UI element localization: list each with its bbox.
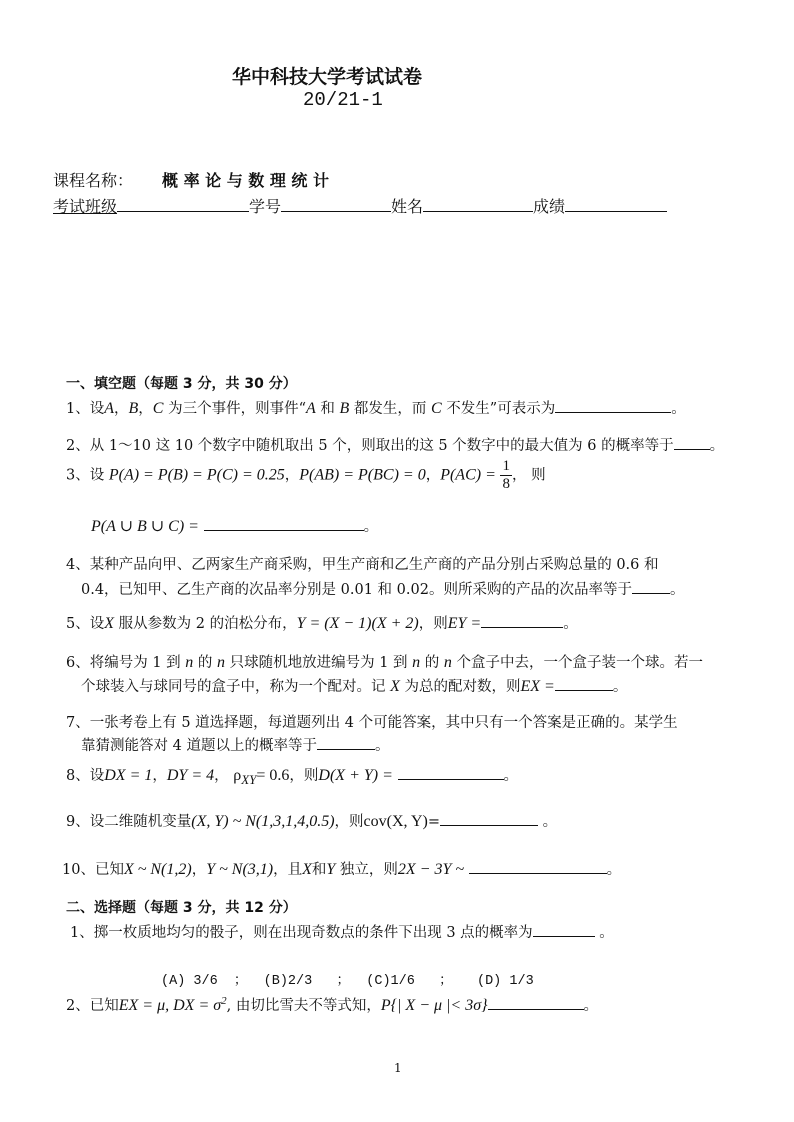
question-2: 2、从 1～10 这 10 个数字中随机取出 5 个，则取出的这 5 个数字中的最大值为 6 的概率等于 。 (66, 434, 724, 455)
question-6-line2: 个球装入与球同号的盒子中，称为一个配对。记 X 为总的配对数，则EX = 。 (81, 675, 627, 696)
section2-heading: 二、选择题（每题 3 分，共 12 分） (66, 900, 297, 916)
question-5: 5、设X 服从参数为 2 的泊松分布，Y = (X − 1)(X + 2)，则EY = 。 (66, 612, 578, 633)
option-a[interactable]: (A) 3/6 (161, 974, 218, 989)
id-label: 学号 (249, 197, 282, 216)
question-1: 1、设A，B，C 为三个事件，则事件“A 和 B 都发生，而 C 不发生”可表示为 。 (66, 397, 686, 418)
student-info-line (53, 194, 667, 217)
question-3: 3、设 P(A) = P(B) = P(C) = 0.25，P(AB) = P(BC) = 0，P(AC) = $\frac{1}{8}$ ， 则 (66, 458, 546, 492)
id-blank[interactable] (281, 196, 391, 212)
name-blank[interactable] (423, 196, 533, 212)
question-4: 4、某种产品向甲、乙两家生产商采购，甲生产商和乙生产商的产品分别占采购总量的 0.6 和 (66, 557, 659, 573)
class-blank[interactable] (117, 196, 249, 212)
score-blank[interactable] (565, 196, 667, 212)
answer-blank-5[interactable] (481, 612, 563, 628)
class-label: 考试班级 (53, 197, 118, 216)
exam-title: 华中科技大学考试试卷 (232, 66, 423, 88)
exam-term: 20/21-1 (303, 89, 383, 111)
question-3-line2: P(A ∪ B ∪ C) = 。 (91, 515, 378, 536)
question-7: 7、一张考卷上有 5 道选择题，每道题列出 4 个可能答案，其中只有一个答案是正确的。某学生 (66, 715, 678, 731)
section1-heading: 一、填空题（每题 3 分，共 30 分） (66, 376, 297, 392)
option-d[interactable]: (D) 1/3 (476, 974, 534, 989)
course-name: 概 率 论 与 数 理 统 计 (162, 171, 329, 190)
question-9: 9、设二维随机变量(X, Y) ~ N(1,3,1,4,0.5)，则cov(X, Y)= 。 (66, 810, 557, 831)
question-7-line2: 靠猜测能答对 4 道题以上的概率等于 。 (81, 734, 389, 755)
course-label: 课程名称： (53, 171, 134, 190)
option-b[interactable]: (B)2/3 (263, 974, 313, 989)
choice-question-2: 2、已知EX = μ, DX = $\sigma^2$, 由切比雪夫不等式知，P{| X − μ |< 3σ} 。 (66, 995, 598, 1014)
answer-blank-4[interactable] (632, 578, 670, 594)
question-4-line2: 0.4，已知甲、乙生产商的次品率分别是 0.01 和 0.02。则所采购的产品的次品率等于 。 (81, 578, 684, 599)
score-label: 成绩 (533, 197, 566, 216)
answer-blank-1[interactable] (555, 397, 671, 413)
answer-blank-6[interactable] (555, 675, 613, 691)
question-8: 8、设DX = 1，DY = 4， $\rho_{XY}= 0.6$，则D(X + Y) = 。 (66, 764, 518, 788)
name-label: 姓名 (391, 197, 424, 216)
page-number: 1 (394, 1061, 402, 1075)
option-c[interactable]: (C)1/6 (366, 974, 415, 989)
choice-question-1: 1、掷一枚质地均匀的骰子，则在出现奇数点的条件下出现 3 点的概率为 。 (70, 921, 614, 942)
answer-blank-3[interactable] (204, 515, 364, 531)
answer-blank-10[interactable] (469, 858, 607, 874)
choice-blank-1[interactable] (533, 921, 595, 937)
answer-blank-2[interactable] (674, 434, 710, 450)
choice-options-1: (A) 3/6 ； (B)2/3 ； (C)1/6 ； (D) 1/3 (161, 974, 534, 989)
question-6: 6、将编号为 1 到 n 的 n 只球随机地放进编号为 1 到 n 的 n 个盒子中去，一个盒子装一个球。若一 (66, 654, 703, 671)
choice-blank-2[interactable] (488, 994, 584, 1010)
answer-blank-8[interactable] (398, 764, 504, 780)
fraction-1-8: $\frac{1}{8}$ (502, 458, 510, 492)
question-10: 10、已知X ~ N(1,2)，Y ~ N(3,1)，且X和Y 独立，则2X − 3Y ~ 。 (62, 858, 621, 879)
answer-blank-7[interactable] (317, 734, 375, 750)
answer-blank-9[interactable] (440, 810, 538, 826)
